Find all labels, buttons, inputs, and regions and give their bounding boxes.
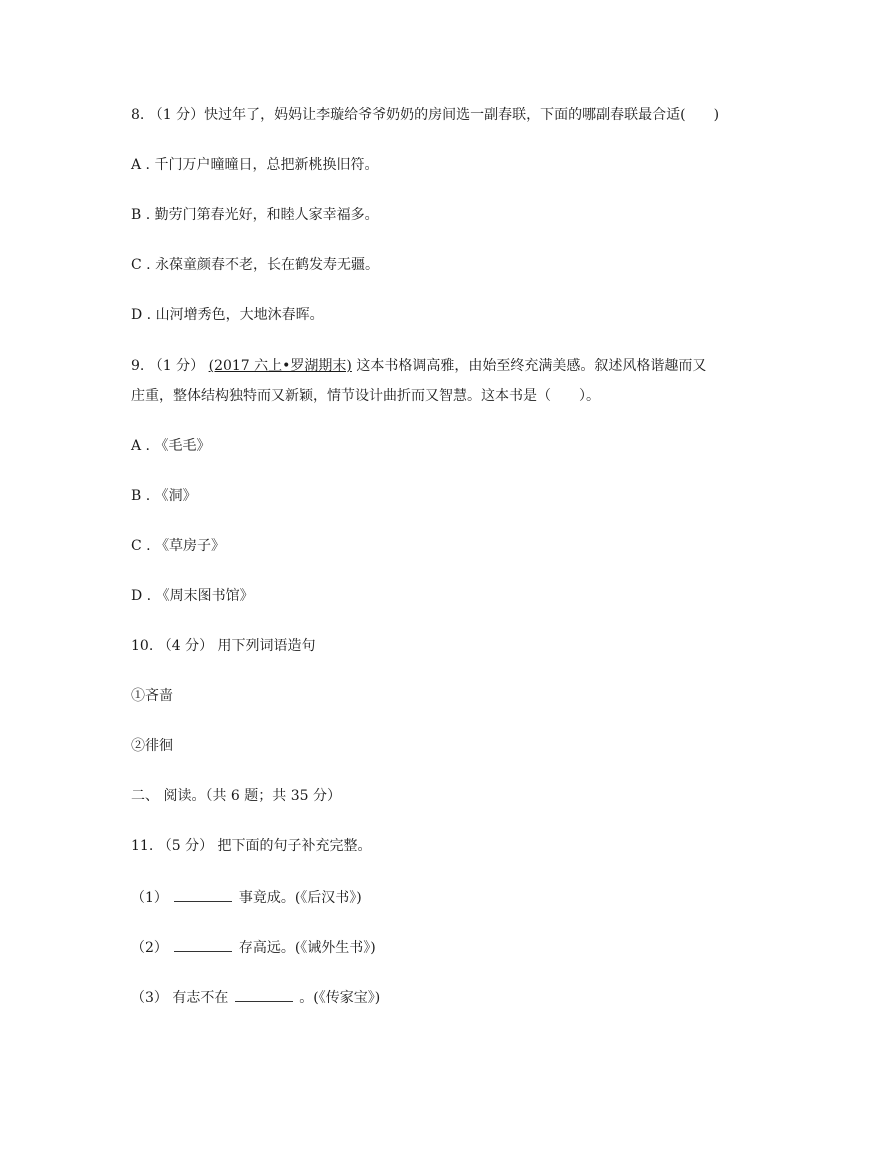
question-9-stem-line2: 庄重，整体结构独特而又新颖，情节设计曲折而又智慧。这本书是（ ）。 [131,388,600,404]
answer-blank[interactable] [235,987,293,1002]
option-b: B . 勤劳门第春光好，和睦人家幸福多。 [131,207,379,223]
fill-item-number: （3） [131,990,168,1006]
question-11-stem: 11. （5 分） 把下面的句子补充完整。 [131,838,372,854]
question-8-stem: 8. （1 分）快过年了，妈妈让李璇给爷爷奶奶的房间选一副春联，下面的哪副春联最合适( ) [131,107,720,123]
word-item-1: ①吝啬 [131,688,173,704]
section-heading: 二、 阅读。（共 6 题；共 35 分） [131,788,341,804]
fill-item-after: 事竟成。(《后汉书》) [238,890,362,906]
word-item-2: ②徘徊 [131,738,173,754]
fill-item-3 [131,987,380,1008]
fill-item-number: （2） [131,940,168,956]
option-d: D . 山河增秀色，大地沐春晖。 [131,307,324,323]
fill-item-1 [131,887,362,908]
answer-blank[interactable] [174,887,232,902]
fill-item-2 [131,937,376,958]
question-10-stem: 10. （4 分） 用下列词语造句 [131,638,316,654]
option-a: A . 千门万户曈曈日，总把新桃换旧符。 [131,157,379,173]
option-c: C . 永葆童颜春不老，长在鹤发寿无疆。 [131,257,380,273]
fill-item-before: 有志不在 [172,990,229,1006]
question-9-number: 9. （1 分） [131,358,205,374]
option-b: B . 《洞》 [131,488,197,504]
fill-item-after: 存高远。(《诫外生书》) [238,940,376,956]
option-a: A . 《毛毛》 [131,438,211,454]
option-c: C . 《草房子》 [131,538,226,554]
question-9-stem-text: 这本书格调高雅，由始至终充满美感。叙述风格谐趣而又 [356,358,707,374]
answer-blank[interactable] [174,937,232,952]
option-d: D . 《周末图书馆》 [131,588,254,604]
question-9-source: (2017 六上•罗湖期末) [208,358,352,374]
fill-item-number: （1） [131,890,168,906]
question-9-stem-line1 [131,356,706,376]
fill-item-after: 。(《传家宝》) [299,990,381,1006]
